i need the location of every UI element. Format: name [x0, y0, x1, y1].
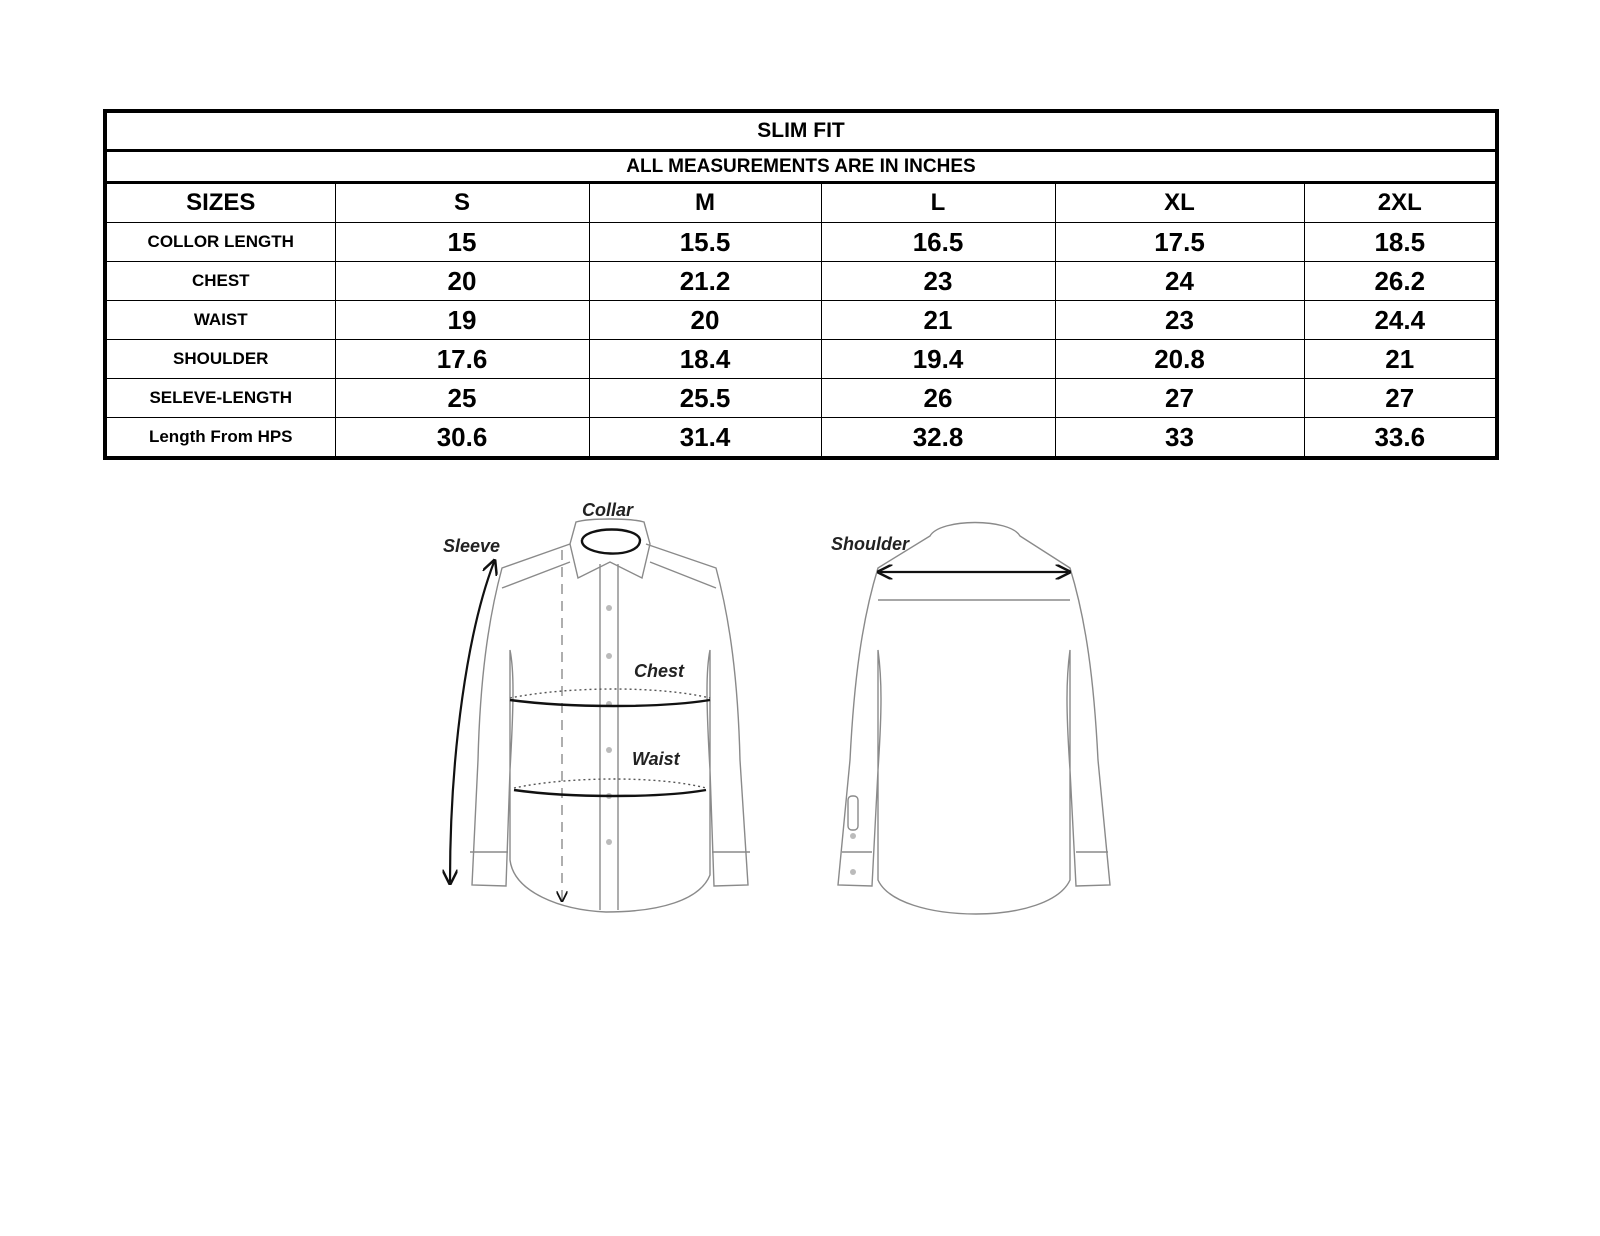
- row-label: Length From HPS: [105, 418, 335, 459]
- table-row: [105, 379, 1497, 418]
- cell-value: 19: [335, 301, 589, 340]
- cell-value: 33: [1055, 418, 1304, 459]
- cell-value: 19.4: [821, 340, 1055, 379]
- back-shirt-buttons: [850, 833, 856, 875]
- cell-value: 21: [1304, 340, 1497, 379]
- header-size-xl: XL: [1055, 183, 1304, 223]
- table-title: SLIM FIT: [105, 111, 1497, 151]
- table-row: [105, 223, 1497, 262]
- cell-value: 15: [335, 223, 589, 262]
- front-shirt-illustration: [470, 519, 750, 912]
- cell-value: 20: [589, 301, 821, 340]
- shoulder-label: Shoulder: [831, 534, 910, 554]
- sleeve-label: Sleeve: [443, 536, 501, 556]
- cell-value: 15.5: [589, 223, 821, 262]
- table-row: [105, 301, 1497, 340]
- waist-measure-line: [514, 779, 706, 788]
- table-row: [105, 340, 1497, 379]
- cell-value: 21.2: [589, 262, 821, 301]
- cell-value: 27: [1055, 379, 1304, 418]
- row-label: WAIST: [105, 301, 335, 340]
- size-chart-table: [103, 109, 1499, 460]
- collar-label: Collar: [582, 500, 634, 520]
- chest-label: Chest: [634, 661, 685, 681]
- front-shirt-buttons: [606, 605, 612, 845]
- cell-value: 25.5: [589, 379, 821, 418]
- header-size-s: S: [335, 183, 589, 223]
- row-label: COLLOR LENGTH: [105, 223, 335, 262]
- back-shirt-illustration: [838, 523, 1110, 915]
- cell-value: 17.6: [335, 340, 589, 379]
- row-label: SHOULDER: [105, 340, 335, 379]
- cell-value: 17.5: [1055, 223, 1304, 262]
- table-subtitle: ALL MEASUREMENTS ARE IN INCHES: [105, 151, 1497, 183]
- cell-value: 20.8: [1055, 340, 1304, 379]
- cell-value: 30.6: [335, 418, 589, 459]
- cell-value: 31.4: [589, 418, 821, 459]
- cell-value: 33.6: [1304, 418, 1497, 459]
- header-size-2xl: 2XL: [1304, 183, 1497, 223]
- cell-value: 18.5: [1304, 223, 1497, 262]
- collar-measure-line: [582, 530, 640, 554]
- header-size-m: M: [589, 183, 821, 223]
- waist-label: Waist: [632, 749, 680, 769]
- row-label: CHEST: [105, 262, 335, 301]
- table-row: [105, 418, 1497, 459]
- cell-value: 20: [335, 262, 589, 301]
- header-sizes: SIZES: [105, 183, 335, 223]
- cell-value: 25: [335, 379, 589, 418]
- cell-value: 24: [1055, 262, 1304, 301]
- table-row: [105, 262, 1497, 301]
- cell-value: 26: [821, 379, 1055, 418]
- cell-value: 24.4: [1304, 301, 1497, 340]
- cell-value: 16.5: [821, 223, 1055, 262]
- cell-value: 26.2: [1304, 262, 1497, 301]
- cell-value: 27: [1304, 379, 1497, 418]
- header-size-l: L: [821, 183, 1055, 223]
- cell-value: 18.4: [589, 340, 821, 379]
- row-label: SELEVE-LENGTH: [105, 379, 335, 418]
- cell-value: 23: [1055, 301, 1304, 340]
- cell-value: 21: [821, 301, 1055, 340]
- cell-value: 32.8: [821, 418, 1055, 459]
- waist-measure-line-front: [514, 790, 706, 796]
- sleeve-measure-line: [450, 562, 494, 882]
- cell-value: 23: [821, 262, 1055, 301]
- shirt-measurement-diagram: [410, 500, 1200, 1000]
- header-row: [105, 183, 1497, 223]
- chest-measure-line: [510, 689, 710, 698]
